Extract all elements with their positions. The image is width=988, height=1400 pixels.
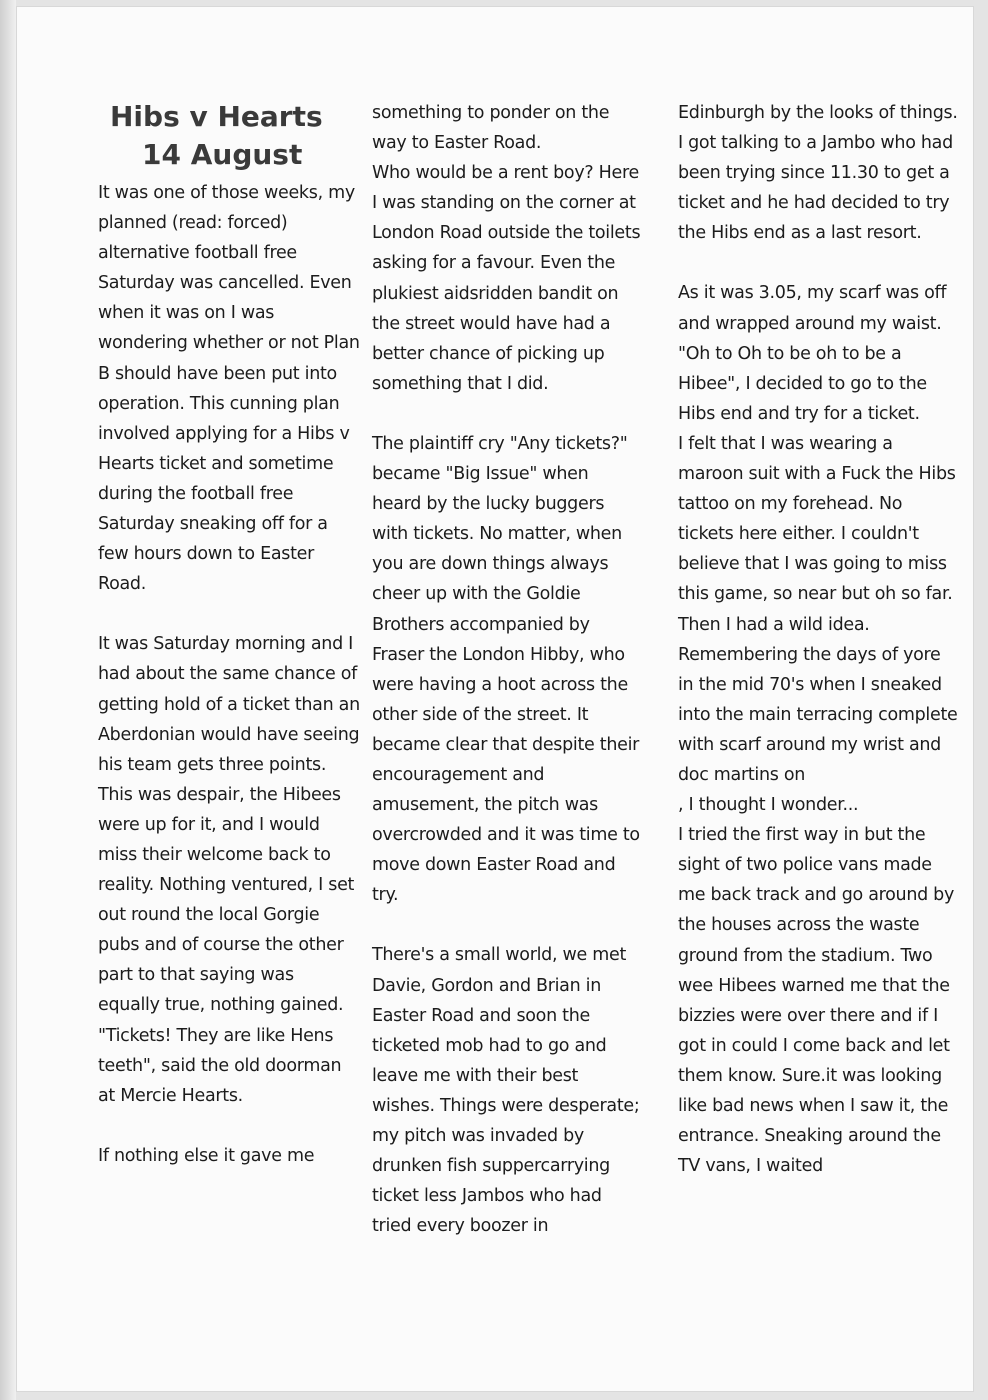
article-date: 14 August: [142, 138, 303, 171]
paragraph: Who would be a rent boy? Here I was standing on the corner at London Road outside the toilets asking for a favour. Even the plukiest aidsridden bandit on the street would have had a better chance of picking up something that I did.: [372, 163, 641, 394]
paragraph: It was one of those weeks, my planned (read: forced) alternative football free Saturday was cancelled. Even when it was on I was wondering whether or not Plan B should have been put into operation. This cunning plan involved applying for a Hibs v Hearts ticket and sometime during the football free Saturday sneaking off for a few hours down to Easter Road.: [98, 183, 360, 595]
article-title: Hibs v Hearts: [110, 100, 323, 133]
paragraph: I felt that I was wearing a maroon suit with a Fuck the Hibs tattoo on my forehead. No tickets here either. I couldn't believe that I was going to miss this game, so near but oh so far. Then I had a wild idea. Remembering the days of yore in the mid 70's when I sneaked into the main terracing complete with scarf around my wrist and doc martins on: [678, 433, 958, 785]
magazine-page: [16, 6, 974, 1392]
paragraph: Edinburgh by the looks of things. I got talking to a Jambo who had been trying since 11.30 to get a ticket and he had decided to try the Hibs end as a last resort.: [678, 103, 958, 244]
article-column-1: [98, 98, 360, 1171]
paragraph: , I thought I wonder...: [678, 795, 859, 816]
article-column-3: [678, 98, 958, 1181]
paragraph: The plaintiff cry "Any tickets?" became "Big Issue" when heard by the lucky buggers with tickets. No matter, when you are down things always cheer up with the Goldie Brothers accompanied by Fraser the London Hibby, who were having a hoot across the other side of the street. It became clear that despite their encouragement and amusement, the pitch was overcrowded and it was time to move down Easter Road and try.: [372, 433, 640, 906]
binding-edge: [0, 0, 16, 1400]
paragraph: something to ponder on the way to Easter Road.: [372, 103, 610, 154]
paragraph: There's a small world, we met Davie, Gordon and Brian in Easter Road and soon the ticketed mob had to go and leave me with their best wishes. Things were desperate; my pitch was invaded by drunken fish suppercarrying ticket less Jambos who had tried every boozer in: [372, 945, 640, 1237]
article-column-2: [372, 98, 642, 1241]
paragraph: As it was 3.05, my scarf was off and wrapped around my waist. "Oh to Oh to be oh to be a Hibee", I decided to go to the Hibs end and try for a ticket.: [678, 283, 947, 424]
paragraph: I tried the first way in but the sight of two police vans made me back track and go around by the houses across the waste ground from the stadium. Two wee Hibees warned me that the bizzies were over there and if I got in could I come back and let them know. Sure.it was looking like bad news when I saw it, the entrance. Sneaking around the TV vans, I waited: [678, 825, 955, 1177]
paragraph: It was Saturday morning and I had about the same chance of getting hold of a ticket than an Aberdonian would have seeing his team gets three points. This was despair, the Hibees were up for it, and I would miss their welcome back to reality. Nothing ventured, I set out round the local Gorgie pubs and of course the other part to that saying was equally true, nothing gained.: [98, 634, 360, 1016]
paragraph: "Tickets! They are like Hens teeth", said the old doorman at Mercie Hearts.: [98, 1025, 342, 1106]
paragraph: If nothing else it gave me: [98, 1145, 315, 1166]
